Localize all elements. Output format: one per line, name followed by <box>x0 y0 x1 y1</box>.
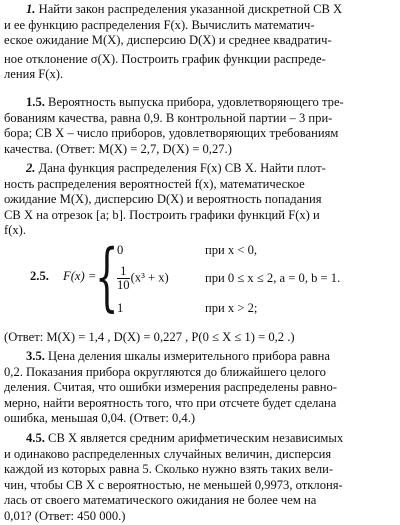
problem-4-5-line-3: каждой из которых равна 5. Сколько нужно взять таких вели- <box>4 462 334 477</box>
task-1-line-3: еское ожидание M(X), дисперсию D(X) и среднее квадратич- <box>4 33 332 48</box>
formula-lhs: F(x) = <box>63 269 97 283</box>
text-line: Найти закон распределения указанной дискретной СВ X <box>38 2 343 16</box>
task-1-line-2: и ее функцию распределения F(x). Вычислить математич- <box>4 17 315 32</box>
problem-number: 1.5. <box>26 95 45 109</box>
answer-2-5 <box>4 330 396 346</box>
task-1-line-4: ное отклонение σ(X). Построить график функции распреде- <box>4 51 326 66</box>
text-line: Вероятность выпуска прибора, удовлетворяющего тре- <box>48 95 344 109</box>
problem-1-5-answer: качества. (Ответ: M(X) = 2,7, D(X) = 0,27.) <box>4 141 232 156</box>
task-2-line-4: СВ X на отрезок [a; b]. Построить графики функций F(x) и <box>4 207 320 222</box>
task-1-line-5: ления F(x). <box>4 67 64 82</box>
text-line: Дана функция распределения F(x) СВ X. Найти плот- <box>38 161 326 175</box>
problem-3-5-line-4: мерно, найти вероятность того, что при отсчете будет сделана <box>4 395 337 410</box>
problem-3-5-line-2: 0,2. Показания прибора округляются до ближайшего целого <box>4 364 326 379</box>
task-1-instructions <box>4 2 396 83</box>
task-2-line-1 <box>4 161 396 177</box>
task-2-line-3: ожидание M(X), дисперсию D(X) и вероятность попадания <box>4 192 322 207</box>
case-value <box>117 265 169 292</box>
fraction <box>117 265 130 292</box>
problem-4-5-line-4: чин, чтобы СВ X с вероятностью, не меньшей 0,9973, отклоня- <box>4 477 343 492</box>
problem-4-5 <box>4 431 396 525</box>
problem-1-5-line-3: бора; СВ X – число приборов, удовлетворяющих требованиям <box>4 126 339 141</box>
task-1-line-1 <box>4 2 396 18</box>
task-2-line-5: f(x). <box>4 223 27 238</box>
problem-number: 3.5. <box>26 349 45 363</box>
task-number: 1. <box>26 2 36 16</box>
case-expression: (x³ + x) <box>130 270 169 285</box>
fraction-denominator: 10 <box>117 278 130 292</box>
answer-2-5-line: (Ответ: M(X) = 1,4 , D(X) = 0,227 , P(0 ≤ X ≤ 1) = 0,2 .) <box>4 330 295 344</box>
problem-1-5-line-1 <box>4 95 396 111</box>
task-number: 2. <box>26 161 36 175</box>
case-condition: при 0 ≤ x ≤ 2, a = 0, b = 1. <box>205 271 341 285</box>
problem-3-5-line-3: деления. Считая, что ошибки измерения распределены равно- <box>4 380 337 395</box>
problem-3-5-answer: ошибка, меньшая 0,04. (Ответ: 0,4.) <box>4 411 196 426</box>
problem-4-5-answer: 0,01? (Ответ: 450 000.) <box>4 508 126 523</box>
case-condition: при x < 0, <box>205 243 258 257</box>
task-2-instructions <box>4 161 396 239</box>
problem-3-5 <box>4 349 396 427</box>
left-brace-icon: { <box>95 234 119 320</box>
fraction-numerator: 1 <box>117 265 130 279</box>
text-line: СВ X является средним арифметическим независимых <box>48 431 344 445</box>
problem-3-5-line-1 <box>4 349 396 365</box>
task-2-line-2: ность распределения вероятностей f(x), математическое <box>4 176 305 191</box>
formula-label: 2.5. <box>30 269 49 283</box>
case-value: 1 <box>117 301 124 315</box>
piecewise-formula-2-5 <box>4 234 396 321</box>
text-line: Цена деления шкалы измерительного прибора равна <box>48 349 330 363</box>
problem-number: 4.5. <box>26 431 45 445</box>
problem-1-5-line-2: бованиям качества, равна 0,9. В контрольной партии – 3 при- <box>4 110 333 125</box>
case-condition: при x > 2; <box>205 301 258 315</box>
problem-4-5-line-1 <box>4 431 396 447</box>
problem-4-5-line-5: лась от своего математического ожидания не более чем на <box>4 493 317 508</box>
problem-4-5-line-2: и одинаково распределенных случайных величин, дисперсия <box>4 446 332 461</box>
problem-1-5 <box>4 95 396 157</box>
case-value: 0 <box>117 243 124 257</box>
